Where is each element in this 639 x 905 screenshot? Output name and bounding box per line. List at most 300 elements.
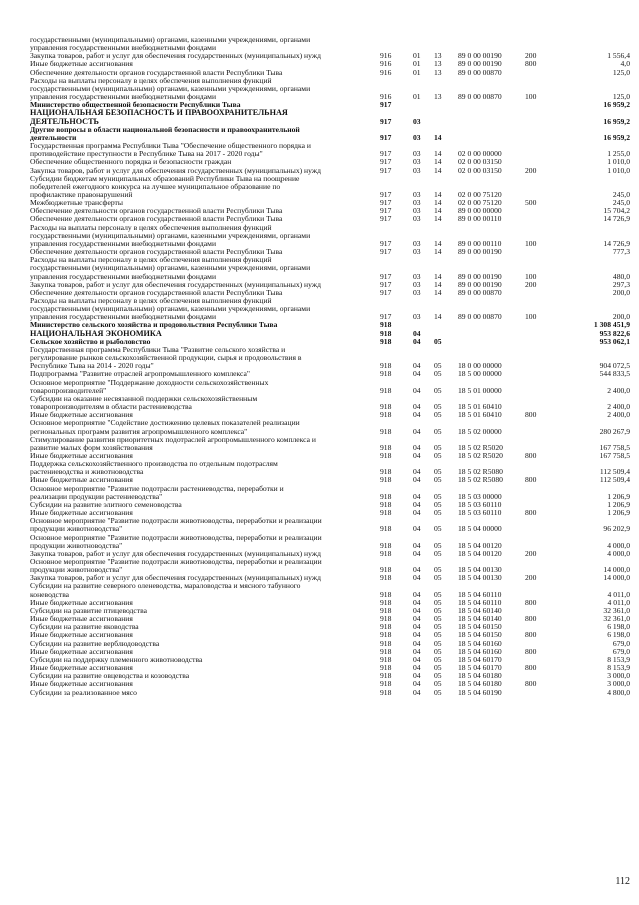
amount: 2 400,0 <box>607 410 630 420</box>
row-description: НАЦИОНАЛЬНАЯ БЕЗОПАСНОСТЬ И ПРАВООХРАНИТЕЛЬНАЯ ДЕЯТЕЛЬНОСТЬ <box>30 108 288 126</box>
row-description: Закупка товаров, работ и услуг для обеспечения государственных (муниципальных) нужд <box>30 573 321 583</box>
section-code: 03 <box>413 149 421 159</box>
subsection-code: 05 <box>434 499 442 509</box>
section-code: 03 <box>413 247 421 257</box>
section-code: 04 <box>413 663 421 673</box>
amount: 297,3 <box>612 279 630 289</box>
ved-code: 918 <box>380 499 392 509</box>
table-row <box>30 395 630 411</box>
ved-code: 918 <box>380 687 392 697</box>
row-description: Иные бюджетные ассигнования <box>30 663 133 673</box>
section-code: 04 <box>413 442 421 452</box>
table-row <box>30 485 630 501</box>
target-article-code: 89 0 00 00000 <box>458 206 502 216</box>
subsection-code: 05 <box>434 663 442 673</box>
amount: 480,0 <box>612 271 630 281</box>
subsection-code: 05 <box>434 573 442 583</box>
expense-type-code: 200 <box>525 573 537 583</box>
table-row <box>30 297 630 321</box>
expense-type-code: 200 <box>525 51 537 61</box>
table-row <box>30 36 630 52</box>
row-description: Субсидии на поддержку племенного животноводства <box>30 654 203 664</box>
target-article-code: 18 5 04 60180 <box>458 679 502 689</box>
amount: 16 959,2 <box>603 132 630 142</box>
ved-code: 918 <box>380 385 392 395</box>
amount: 953 822,6 <box>599 328 630 338</box>
ved-code: 917 <box>380 116 392 126</box>
amount: 125,0 <box>612 67 630 77</box>
subsection-code: 14 <box>434 271 442 281</box>
expense-type-code: 200 <box>525 548 537 558</box>
row-description: Закупка товаров, работ и услуг для обеспечения государственных (муниципальных) нужд <box>30 165 321 175</box>
subsection-code: 05 <box>434 385 442 395</box>
ved-code: 917 <box>380 149 392 159</box>
amount: 4 800,0 <box>607 687 630 697</box>
section-code: 03 <box>413 132 421 142</box>
row-description: Субсидии на развитие верблюдоводства <box>30 638 160 648</box>
row-description: Обеспечение деятельности органов государственной власти Республики Тыва <box>30 287 283 297</box>
section-code: 04 <box>413 679 421 689</box>
ved-code: 918 <box>380 654 392 664</box>
ved-code: 918 <box>380 467 392 477</box>
row-description: Министерство сельского хозяйства и продовольствия Республики Тыва <box>30 320 278 330</box>
subsection-code: 05 <box>434 654 442 664</box>
subsection-code: 05 <box>434 491 442 501</box>
row-description: Министерство общественной безопасности Республики Тыва <box>30 100 241 110</box>
target-article-code: 18 5 04 60160 <box>458 646 502 656</box>
target-article-code: 02 0 00 03150 <box>458 165 502 175</box>
target-article-code: 89 0 00 00190 <box>458 51 502 61</box>
section-code: 03 <box>413 287 421 297</box>
amount: 16 959,2 <box>603 100 630 110</box>
amount: 1 010,0 <box>607 165 630 175</box>
ved-code: 918 <box>380 336 392 346</box>
subsection-code: 14 <box>434 247 442 257</box>
subsection-code: 05 <box>434 671 442 681</box>
ved-code: 918 <box>380 402 392 412</box>
amount: 15 704,2 <box>603 206 630 216</box>
ved-code: 917 <box>380 206 392 216</box>
subsection-code: 14 <box>434 165 442 175</box>
row-description: Иные бюджетные ассигнования <box>30 630 133 640</box>
table-row <box>30 558 630 574</box>
subsection-code: 05 <box>434 548 442 558</box>
ved-code: 918 <box>380 573 392 583</box>
section-code: 01 <box>413 51 421 61</box>
amount: 96 202,9 <box>603 524 630 534</box>
target-article-code: 18 5 04 60150 <box>458 630 502 640</box>
section-code: 01 <box>413 67 421 77</box>
amount: 14 726,9 <box>603 214 630 224</box>
target-article-code: 18 5 04 60150 <box>458 622 502 632</box>
target-article-code: 18 5 04 60180 <box>458 671 502 681</box>
target-article-code: 18 5 03 00000 <box>458 491 502 501</box>
ved-code: 917 <box>380 279 392 289</box>
ved-code: 918 <box>380 320 392 330</box>
section-code: 04 <box>413 410 421 420</box>
amount: 3 000,0 <box>607 671 630 681</box>
subsection-code: 05 <box>434 589 442 599</box>
subsection-code: 05 <box>434 622 442 632</box>
row-description: Расходы на выплаты персоналу в целях обеспечения выполнения функций государственными (муниципальными) органами, казенными учреждениями, органами управления государственными внебюджетными фондами <box>30 296 311 322</box>
amount: 1 308 451,9 <box>593 320 630 330</box>
subsection-code: 05 <box>434 336 442 346</box>
subsection-code: 05 <box>434 646 442 656</box>
section-code: 04 <box>413 508 421 518</box>
amount: 777,3 <box>612 247 630 257</box>
row-description: Субсидии на развитие овцеводства и козоводства <box>30 671 190 681</box>
ved-code: 917 <box>380 132 392 142</box>
row-description: Расходы на выплаты персоналу в целях обеспечения выполнения функций государственными (муниципальными) органами, казенными учреждениями, органами управления государственными внебюджетными фондами <box>30 222 311 248</box>
ved-code: 917 <box>380 100 392 110</box>
ved-code: 918 <box>380 369 392 379</box>
section-code: 04 <box>413 565 421 575</box>
target-article-code: 89 0 00 00870 <box>458 287 502 297</box>
ved-code: 918 <box>380 540 392 550</box>
amount: 4 011,0 <box>607 589 630 599</box>
subsection-code: 05 <box>434 638 442 648</box>
subsection-code: 14 <box>434 312 442 322</box>
subsection-code: 14 <box>434 214 442 224</box>
expense-type-code: 100 <box>525 271 537 281</box>
amount: 280 267,9 <box>599 426 630 436</box>
amount: 245,0 <box>612 189 630 199</box>
ved-code: 917 <box>380 198 392 208</box>
subsection-code: 05 <box>434 630 442 640</box>
ved-code: 918 <box>380 475 392 485</box>
amount: 125,0 <box>612 92 630 102</box>
row-description: Иные бюджетные ассигнования <box>30 59 133 69</box>
target-article-code: 89 0 00 00110 <box>458 238 502 248</box>
ved-code: 917 <box>380 287 392 297</box>
amount: 8 153,9 <box>607 654 630 664</box>
target-article-code: 18 5 01 00000 <box>458 385 502 395</box>
row-description: Обеспечение деятельности органов государственной власти Республики Тыва <box>30 247 283 257</box>
subsection-code: 05 <box>434 540 442 550</box>
amount: 112 509,4 <box>599 467 630 477</box>
subsection-code: 05 <box>434 402 442 412</box>
section-code: 03 <box>413 312 421 322</box>
budget-table <box>30 36 630 697</box>
target-article-code: 18 5 01 60410 <box>458 402 502 412</box>
section-code: 04 <box>413 630 421 640</box>
subsection-code: 05 <box>434 410 442 420</box>
amount: 544 833,5 <box>599 369 630 379</box>
target-article-code: 18 5 04 60140 <box>458 614 502 624</box>
ved-code: 916 <box>380 59 392 69</box>
subsection-code: 14 <box>434 198 442 208</box>
row-description: Поддержка сельскохозяйственного производства по отдельным подотраслям растениеводства и животноводства <box>30 459 278 477</box>
expense-type-code: 800 <box>525 59 537 69</box>
section-code: 04 <box>413 548 421 558</box>
amount: 8 153,9 <box>607 663 630 673</box>
subsection-code: 05 <box>434 679 442 689</box>
target-article-code: 18 5 04 60110 <box>458 589 502 599</box>
target-article-code: 02 0 00 75120 <box>458 189 502 199</box>
target-article-code: 18 5 04 00000 <box>458 524 502 534</box>
row-description: Основное мероприятие "Поддержание доходности сельскохозяйственных товаропроизводителей" <box>30 377 269 395</box>
section-code: 04 <box>413 385 421 395</box>
row-description: Основное мероприятие "Развитие подотрасли животноводства, переработки и реализации продукции животноводства" <box>30 532 322 550</box>
section-code: 01 <box>413 59 421 69</box>
target-article-code: 89 0 00 00190 <box>458 247 502 257</box>
section-code: 03 <box>413 238 421 248</box>
target-article-code: 18 5 03 60110 <box>458 499 502 509</box>
target-article-code: 18 5 04 60110 <box>458 597 502 607</box>
section-code: 04 <box>413 671 421 681</box>
subsection-code: 05 <box>434 508 442 518</box>
ved-code: 918 <box>380 638 392 648</box>
expense-type-code: 800 <box>525 663 537 673</box>
row-description: Обеспечение общественного порядка и безопасности граждан <box>30 157 232 167</box>
ved-code: 918 <box>380 450 392 460</box>
amount: 200,0 <box>612 287 630 297</box>
subsection-code: 05 <box>434 597 442 607</box>
subsection-code: 05 <box>434 687 442 697</box>
amount: 679,0 <box>612 646 630 656</box>
target-article-code: 18 5 04 60190 <box>458 687 502 697</box>
amount: 904 072,5 <box>599 361 630 371</box>
section-code: 04 <box>413 524 421 534</box>
subsection-code: 14 <box>434 149 442 159</box>
table-row <box>30 379 630 395</box>
amount: 4 011,0 <box>607 597 630 607</box>
expense-type-code: 800 <box>525 597 537 607</box>
expense-type-code: 800 <box>525 410 537 420</box>
row-description: Иные бюджетные ассигнования <box>30 646 133 656</box>
section-code: 04 <box>413 402 421 412</box>
amount: 200,0 <box>612 312 630 322</box>
target-article-code: 18 5 04 60140 <box>458 605 502 615</box>
target-article-code: 18 5 00 00000 <box>458 369 502 379</box>
row-description: Основное мероприятие "Развитие подотрасли животноводства, переработки и реализации продукции животноводства" <box>30 557 322 575</box>
target-article-code: 18 5 04 00130 <box>458 573 502 583</box>
ved-code: 917 <box>380 271 392 281</box>
row-description: Обеспечение деятельности органов государственной власти Республики Тыва <box>30 67 283 77</box>
row-description: Расходы на выплаты персоналу в целях обеспечения выполнения функций государственными (муниципальными) органами, казенными учреждениями, органами управления государственными внебюджетными фондами <box>30 75 311 102</box>
target-article-code: 18 5 04 00120 <box>458 548 502 558</box>
row-description: Закупка товаров, работ и услуг для обеспечения государственных (муниципальных) нужд <box>30 51 321 61</box>
table-row <box>30 256 630 280</box>
section-code: 04 <box>413 605 421 615</box>
ved-code: 918 <box>380 646 392 656</box>
subsection-code: 05 <box>434 565 442 575</box>
subsection-code: 13 <box>434 92 442 102</box>
table-row <box>30 689 630 697</box>
table-row <box>30 346 630 370</box>
row-description: Субсидии бюджетам муниципальных образований Республики Тыва на поощрение победителей ежегодного конкурса на лучшее муниципальное образование по профилактике правонарушений <box>30 173 300 199</box>
amount: 14 726,9 <box>603 238 630 248</box>
row-description: Основное мероприятие "Развитие подотрасли животноводства, переработки и реализации продукции животноводства" <box>30 516 322 534</box>
amount: 953 062,1 <box>599 336 630 346</box>
section-code: 03 <box>413 165 421 175</box>
row-description: Иные бюджетные ассигнования <box>30 450 133 460</box>
target-article-code: 18 5 04 60170 <box>458 663 502 673</box>
row-description: Государственная программа Республики Тыва "Развитие сельского хозяйства и регулирование рынков сельскохозяйственной продукции, сырья и продовольствия в Республике Тыва на 2014 - 2020 годы" <box>30 344 302 371</box>
amount: 1 010,0 <box>607 157 630 167</box>
section-code: 04 <box>413 622 421 632</box>
section-code: 04 <box>413 597 421 607</box>
target-article-code: 89 0 00 00870 <box>458 67 502 77</box>
ved-code: 916 <box>380 67 392 77</box>
target-article-code: 18 5 02 00000 <box>458 426 502 436</box>
table-row <box>30 77 630 101</box>
target-article-code: 18 5 02 R5020 <box>458 450 503 460</box>
section-code: 04 <box>413 589 421 599</box>
target-article-code: 02 0 00 75120 <box>458 198 502 208</box>
row-description: Иные бюджетные ассигнования <box>30 475 133 485</box>
amount: 245,0 <box>612 198 630 208</box>
target-article-code: 89 0 00 00190 <box>458 271 502 281</box>
row-description: Обеспечение деятельности органов государственной власти Республики Тыва <box>30 214 283 224</box>
amount: 4,0 <box>620 59 630 69</box>
table-row <box>30 126 630 142</box>
amount: 4 000,0 <box>607 540 630 550</box>
section-code: 04 <box>413 499 421 509</box>
subsection-code: 05 <box>434 614 442 624</box>
table-row <box>30 436 630 452</box>
section-code: 03 <box>413 206 421 216</box>
amount: 2 400,0 <box>607 402 630 412</box>
amount: 1 255,0 <box>607 149 630 159</box>
expense-type-code: 100 <box>525 312 537 322</box>
section-code: 03 <box>413 157 421 167</box>
table-row <box>30 142 630 158</box>
table-row <box>30 460 630 476</box>
ved-code: 918 <box>380 491 392 501</box>
target-article-code: 18 5 03 60110 <box>458 508 502 518</box>
amount: 2 400,0 <box>607 385 630 395</box>
subsection-code: 13 <box>434 59 442 69</box>
section-code: 04 <box>413 475 421 485</box>
ved-code: 918 <box>380 328 392 338</box>
section-code: 04 <box>413 467 421 477</box>
ved-code: 918 <box>380 426 392 436</box>
expense-type-code: 800 <box>525 450 537 460</box>
amount: 4 000,0 <box>607 548 630 558</box>
subsection-code: 13 <box>434 67 442 77</box>
row-description: Субсидии на развитие яководства <box>30 622 139 632</box>
ved-code: 917 <box>380 238 392 248</box>
ved-code: 918 <box>380 663 392 673</box>
section-code: 04 <box>413 336 421 346</box>
target-article-code: 18 5 01 60410 <box>458 410 502 420</box>
target-article-code: 89 0 00 00870 <box>458 312 502 322</box>
section-code: 04 <box>413 491 421 501</box>
row-description: Субсидии на развитие элитного семеноводства <box>30 499 182 509</box>
amount: 32 361,0 <box>603 614 630 624</box>
subsection-code: 05 <box>434 467 442 477</box>
row-description: Иные бюджетные ассигнования <box>30 614 133 624</box>
subsection-code: 14 <box>434 132 442 142</box>
row-description: государственными (муниципальными) органами, казенными учреждениями, органами управления государственными внебюджетными фондами <box>30 35 311 53</box>
table-row <box>30 109 630 125</box>
subsection-code: 05 <box>434 524 442 534</box>
amount: 1 206,9 <box>607 491 630 501</box>
section-code: 03 <box>413 279 421 289</box>
subsection-code: 05 <box>434 450 442 460</box>
section-code: 04 <box>413 450 421 460</box>
target-article-code: 18 5 02 R5020 <box>458 442 503 452</box>
row-description: Закупка товаров, работ и услуг для обеспечения государственных (муниципальных) нужд <box>30 279 321 289</box>
subsection-code: 05 <box>434 361 442 371</box>
subsection-code: 05 <box>434 369 442 379</box>
section-code: 04 <box>413 540 421 550</box>
row-description: Иные бюджетные ассигнования <box>30 410 133 420</box>
expense-type-code: 100 <box>525 238 537 248</box>
subsection-code: 05 <box>434 442 442 452</box>
row-description: Другие вопросы в области национальной безопасности и правоохранительной деятельности <box>30 124 300 142</box>
section-code: 01 <box>413 92 421 102</box>
row-description: Государственная программа Республики Тыва "Обеспечение общественного порядка и противодействие преступности в Республике Тыва на 2017 - 2020 годы" <box>30 141 311 159</box>
ved-code: 918 <box>380 679 392 689</box>
row-description: Основное мероприятие "Содействие достижению целевых показателей реализации региональных программ развития агропромышленного комплекса" <box>30 418 300 436</box>
section-code: 03 <box>413 116 421 126</box>
ved-code: 918 <box>380 508 392 518</box>
target-article-code: 18 5 02 R5080 <box>458 475 503 485</box>
expense-type-code: 100 <box>525 92 537 102</box>
amount: 167 758,5 <box>599 450 630 460</box>
expense-type-code: 800 <box>525 630 537 640</box>
target-article-code: 89 0 00 00870 <box>458 92 502 102</box>
ved-code: 917 <box>380 312 392 322</box>
amount: 16 959,2 <box>603 116 630 126</box>
table-row <box>30 534 630 550</box>
subsection-code: 05 <box>434 426 442 436</box>
table-row <box>30 175 630 199</box>
section-code: 04 <box>413 369 421 379</box>
subsection-code: 05 <box>434 475 442 485</box>
subsection-code: 14 <box>434 206 442 216</box>
subsection-code: 13 <box>434 51 442 61</box>
page-number: 112 <box>615 876 630 887</box>
row-description: Иные бюджетные ассигнования <box>30 679 133 689</box>
row-description: Иные бюджетные ассигнования <box>30 597 133 607</box>
subsection-code: 14 <box>434 238 442 248</box>
subsection-code: 14 <box>434 287 442 297</box>
ved-code: 917 <box>380 157 392 167</box>
expense-type-code: 800 <box>525 614 537 624</box>
subsection-code: 14 <box>434 189 442 199</box>
section-code: 03 <box>413 198 421 208</box>
section-code: 03 <box>413 271 421 281</box>
expense-type-code: 500 <box>525 198 537 208</box>
row-description: Субсидии на развитие северного оленеводства, мараловодства и мясного табунного коневодства <box>30 581 301 599</box>
row-description: Основное мероприятие "Развитие подотрасли растениеводства, переработки и реализации продукции растениеводства" <box>30 483 284 501</box>
section-code: 04 <box>413 654 421 664</box>
row-description: Обеспечение деятельности органов государственной власти Республики Тыва <box>30 206 283 216</box>
ved-code: 918 <box>380 548 392 558</box>
table-row <box>30 224 630 248</box>
section-code: 04 <box>413 687 421 697</box>
expense-type-code: 200 <box>525 165 537 175</box>
row-description: НАЦИОНАЛЬНАЯ ЭКОНОМИКА <box>30 328 162 338</box>
amount: 1 206,9 <box>607 508 630 518</box>
table-row <box>30 517 630 533</box>
row-description: Подпрограмма "Развитие отраслей агропромышленного комплекса" <box>30 369 250 379</box>
amount: 1 206,9 <box>607 499 630 509</box>
expense-type-code: 800 <box>525 475 537 485</box>
target-article-code: 18 5 04 00120 <box>458 540 502 550</box>
expense-type-code: 200 <box>525 279 537 289</box>
target-article-code: 02 0 00 00000 <box>458 149 502 159</box>
ved-code: 918 <box>380 524 392 534</box>
amount: 14 000,0 <box>603 565 630 575</box>
ved-code: 917 <box>380 214 392 224</box>
expense-type-code: 800 <box>525 679 537 689</box>
subsection-code: 05 <box>434 605 442 615</box>
row-description: Иные бюджетные ассигнования <box>30 508 133 518</box>
